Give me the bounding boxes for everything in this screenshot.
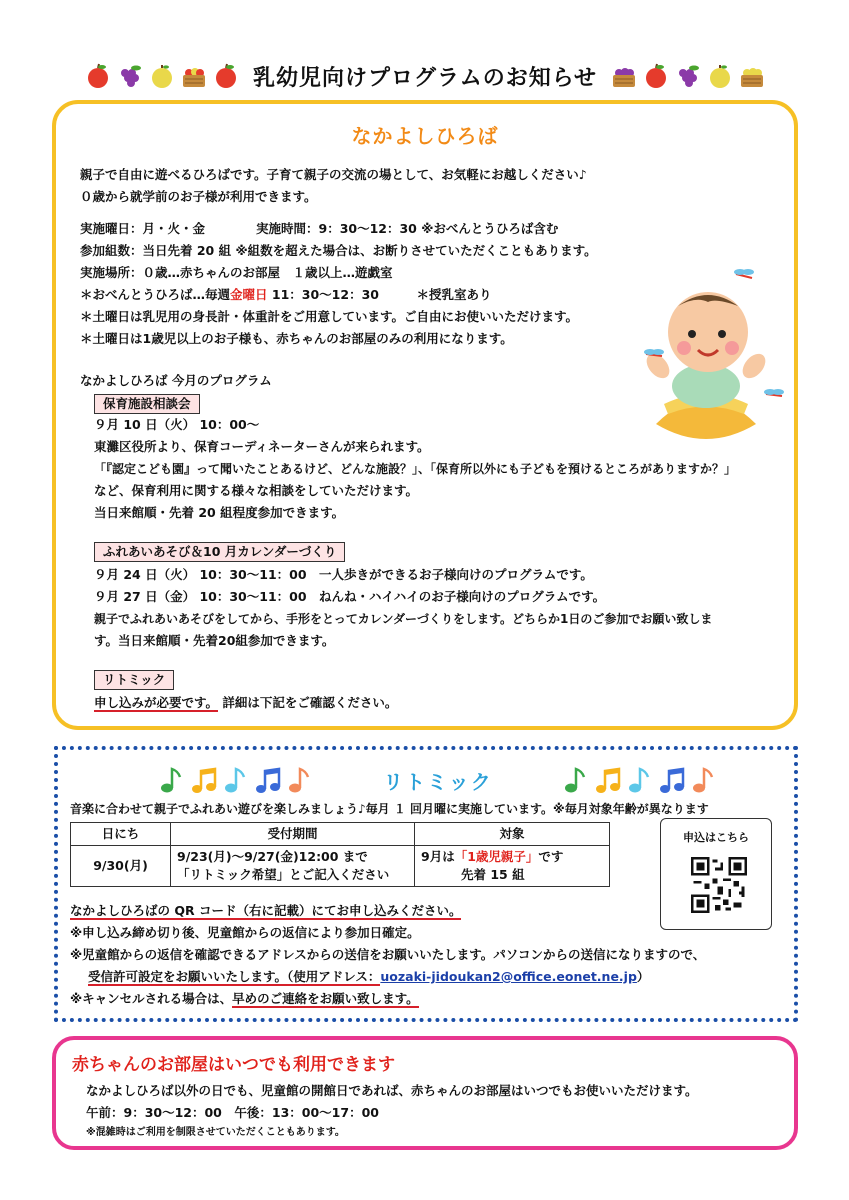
program-line: ９月 10 日（火） 10：00～ — [94, 417, 260, 432]
place-info: 実施場所：０歳…赤ちゃんのお部屋 １歳以上…遊戯室 — [80, 265, 393, 280]
nakayoshi-section — [52, 100, 798, 730]
email-link[interactable]: uozaki-jidoukan2@office.eonet.ne.jp — [380, 969, 637, 984]
baby-room-note: ※混雑時はご利用を制限させていただくこともあります。 — [86, 1127, 345, 1138]
rhythmic-note: 受信許可設定をお願いいたします。（使用アドレス：uozaki-jidoukan2@office.eonet.ne.jp） — [88, 969, 650, 984]
music-note-icon — [158, 765, 186, 795]
apple-icon — [643, 63, 669, 89]
program-line: ９月 27 日（金） 10：30～11：00 ねんね・ハイハイのお子様向けのプログラムです。 — [94, 589, 606, 604]
page-title: 乳幼児向けプログラムのお知らせ — [252, 65, 598, 91]
baby-room-section — [52, 1036, 798, 1150]
table-cell: 9月は「1歳児親子」です 先着 15 組 — [415, 846, 610, 887]
table-header: 対象 — [415, 823, 610, 846]
music-note-icon — [286, 765, 314, 795]
rhythmic-table — [70, 822, 610, 887]
groups-info: 参加組数：当日先着 20 組 ※組数を超えた場合は、お断りさせていただくこともあります。 — [80, 243, 597, 258]
qr-code-box[interactable] — [660, 818, 772, 930]
grape-icon — [675, 63, 701, 89]
program-line: 「『認定こども園』って聞いたことあるけど、どんな施設？」、「保育所以外にも子どもを預けるところがありますか？」 — [94, 462, 737, 476]
music-note-icon — [690, 765, 718, 795]
baby-room-hours: 午前：9：30～12：00 午後：13：00～17：00 — [86, 1105, 379, 1120]
program-line: 親子でふれあいあそびをしてから、手形をとってカレンダーづくりをします。どちらか1日のご参加でお願い致しま — [94, 612, 713, 626]
baby-room-line: なかよしひろば以外の日でも、児童館の開館日であれば、赤ちゃんのお部屋はいつでもお使いいただけます。 — [86, 1083, 698, 1098]
qr-label: 申込はこちら — [683, 831, 749, 844]
table-header: 日にち — [71, 823, 171, 846]
music-notes — [562, 765, 718, 795]
rhythmic-note: ※児童館からの返信を確認できるアドレスからの送信をお願いいたします。パソコンからの送信になりますので、 — [70, 947, 706, 962]
grape-icon — [117, 63, 143, 89]
rhythmic-section — [54, 746, 798, 1022]
fruit-basket-icon — [611, 63, 637, 89]
fruit-basket-icon — [181, 63, 207, 89]
music-note-icon — [190, 765, 218, 795]
pear-icon — [707, 63, 733, 89]
page-header — [40, 56, 810, 96]
saturday-note: ＊土曜日は1歳児以上のお子様も、赤ちゃんのお部屋のみの利用になります。 — [80, 331, 513, 346]
rhythmic-title-row — [158, 762, 718, 798]
time-info: 実施時間：9：30～12：30 ※おべんとうひろば含む — [256, 221, 559, 236]
program-line: 当日来館順・先着 20 組程度参加できます。 — [94, 505, 345, 520]
program-line: 東灘区役所より、保育コーディネーターさんが来られます。 — [94, 439, 430, 454]
table-header: 受付期間 — [171, 823, 415, 846]
days-info: 実施曜日：月・火・金 — [80, 221, 206, 236]
apple-icon — [213, 63, 239, 89]
program-tag: リトミック — [94, 670, 174, 690]
program-line: ９月 24 日（火） 10：30～11：00 一人歩きができるお子様向けのプログラムです。 — [94, 567, 593, 582]
monthly-program-heading: なかよしひろば 今月のプログラム — [80, 373, 272, 388]
music-note-icon — [658, 765, 686, 795]
bento-info: ＊おべんとうひろば…毎週金曜日 11：30～12：30 ＊授乳室あり — [80, 287, 492, 302]
program-tag: ふれあいあそび＆10 月カレンダーづくり — [94, 542, 345, 562]
music-note-icon — [626, 765, 654, 795]
qr-code-icon[interactable] — [691, 857, 747, 913]
music-note-icon — [254, 765, 282, 795]
program-line: など、保育利用に関する様々な相談をしていただけます。 — [94, 483, 419, 498]
intro-line: 親子で自由に遊べるひろばです。子育て親子の交流の場として、お気軽にお越しください♪ — [80, 167, 587, 182]
rhythmic-note: ※申し込み締め切り後、児童館からの返信により参加日確定。 — [70, 925, 420, 940]
music-note-icon — [562, 765, 590, 795]
pear-icon — [149, 63, 175, 89]
saturday-note: ＊土曜日は乳児用の身長計・体重計をご用意しています。ご自由にお使いいただけます。 — [80, 309, 579, 324]
fruit-basket-icon — [739, 63, 765, 89]
intro-line: ０歳から就学前のお子様が利用できます。 — [80, 189, 317, 204]
baby-illustration — [616, 254, 796, 454]
apple-icon — [85, 63, 111, 89]
program-line: す。当日来館順・先着20組参加できます。 — [94, 633, 335, 648]
rhythmic-description: 音楽に合わせて親子でふれあい遊びを楽しみましょう♪毎月 １ 回月曜に実施しています。※毎月対象年齢が異なります — [70, 802, 709, 816]
apply-instruction: なかよしひろばの QR コード（右に記載）にてお申し込みください。 — [70, 903, 462, 918]
table-row — [71, 846, 610, 887]
baby-room-title: 赤ちゃんのお部屋はいつでも利用できます — [72, 1055, 395, 1075]
rhythmic-title: リトミック — [383, 769, 493, 794]
music-note-icon — [594, 765, 622, 795]
table-cell: 9/30(月) — [71, 846, 171, 887]
music-notes — [158, 765, 314, 795]
section-title: なかよしひろば — [351, 124, 499, 148]
program-line: 申し込みが必要です。 詳細は下記をご確認ください。 — [94, 695, 398, 710]
program-tag: 保育施設相談会 — [94, 394, 200, 414]
rhythmic-note: ※キャンセルされる場合は、早めのご連絡をお願い致します。 — [70, 991, 419, 1006]
music-note-icon — [222, 765, 250, 795]
table-cell: 9/23(月)～9/27(金)12:00 まで 「リトミック希望」とご記入ください — [171, 846, 415, 887]
